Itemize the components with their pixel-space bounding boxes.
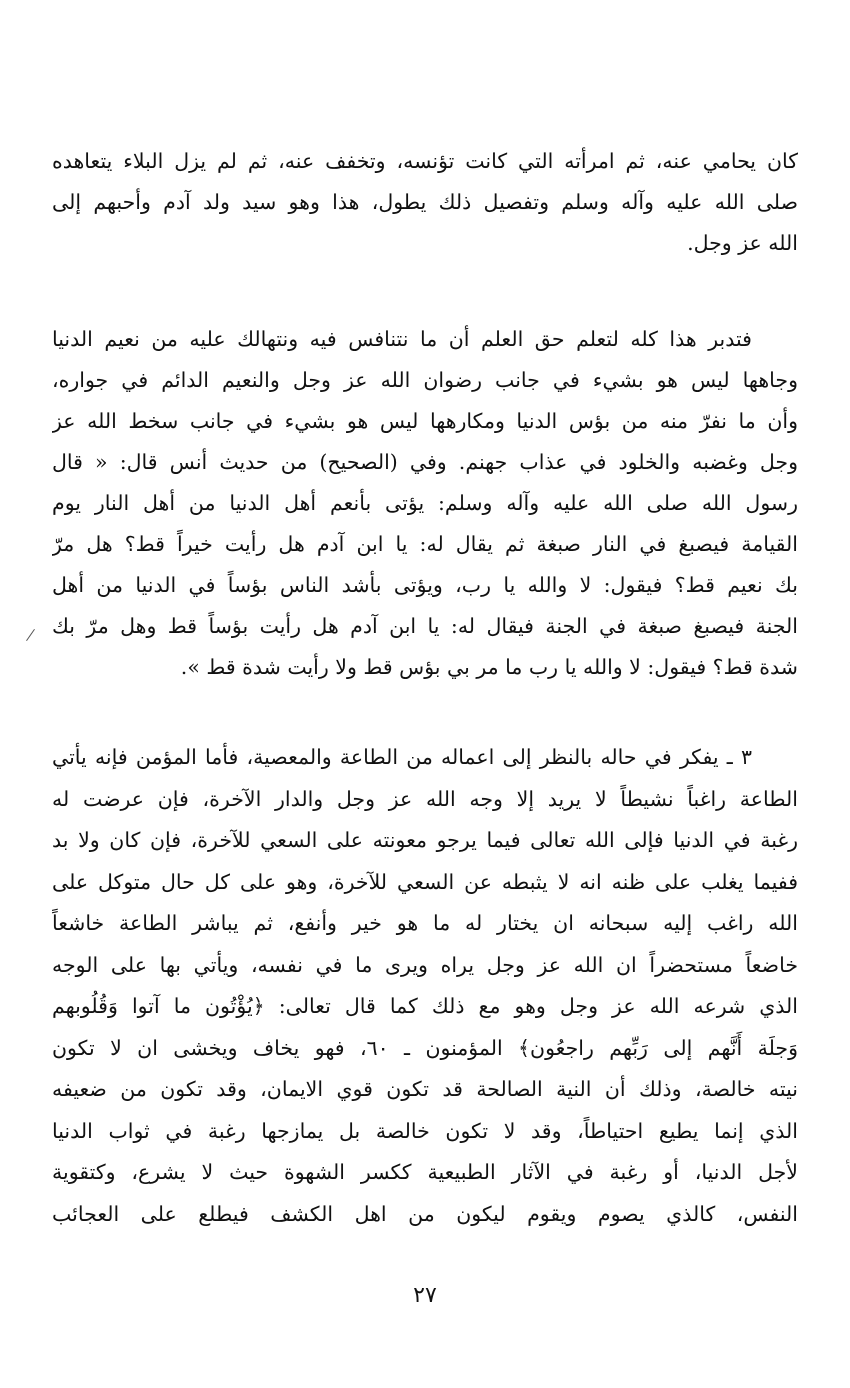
text-line: لأجل الدنيا، أو رغبة في الآثار الطبيعية ككسر الشهوة حيث لا يشرع، وكتقوية (52, 1160, 798, 1184)
text-line: وجاهها ليس هو بشيء في جانب رضوان الله عز وجل والنعيم الدائم في جواره، (52, 368, 798, 392)
text-line: وجل وغضبه والخلود في عذاب جهنم. وفي (الصحيح) من حديث أنس قال: « قال (52, 450, 798, 474)
text-line: الذي إنما يطيع احتياطاً، وقد لا تكون خالصة بل يمازجها رغبة في ثواب الدنيا (52, 1118, 798, 1143)
text-line: الله عز وجل. (687, 231, 798, 255)
text-line: شدة قط؟ فيقول: لا والله يا رب ما مر بي بؤس قط ولا رأيت شدة قط ». (180, 655, 798, 679)
text-line: بك نعيم قط؟ فيقول: لا والله يا رب، ويؤتى بأشد الناس بؤساً في الدنيا من أهل (52, 573, 798, 597)
text-line: فتدبر هذا كله لتعلم حق العلم أن ما نتنافس فيه ونتهالك عليه من نعيم الدنيا (52, 327, 752, 351)
text-line: الله راغب إليه سبحانه ان يختار له ما هو خير وأنفع، ثم يباشر الطاعة خاشعاً (52, 911, 798, 935)
text-line: صلى الله عليه وآله وسلم وتفصيل ذلك يطول، هذا وهو سيد ولد آدم وأحبهم إلى (52, 190, 798, 214)
paragraph-1 (52, 141, 798, 264)
margin-mark (26, 629, 35, 641)
paragraph-2 (52, 319, 798, 688)
text-line: نيته خالصة، وذلك أن النية الصالحة قد تكون قوي الايمان، وقد تكون من ضعيفه (52, 1077, 798, 1101)
text-line: رسول الله صلى الله عليه وآله وسلم: يؤتى بأنعم أهل الدنيا من أهل النار يوم (52, 491, 798, 515)
text-line: ٣ ـ يفكر في حاله بالنظر إلى اعماله من الطاعة والمعصية، فأما المؤمن فإنه يأتي (52, 745, 752, 769)
text-line: الذي شرعه الله عز وجل وهو مع ذلك كما قال تعالى: ﴿يُؤْتُون ما آتوا وَقُلُوبهم (52, 994, 798, 1018)
text-line: ففيما يغلب على ظنه انه لا يثبطه عن السعي للآخرة، وهو على كل حال متوكل على (52, 869, 798, 894)
text-line: الجنة فيصبغ صبغة في الجنة فيقال له: يا ابن آدم هل رأيت بؤساً قط وهل مرّ بك (52, 614, 798, 638)
text-line: القيامة فيصبغ في النار صبغة ثم يقال له: يا ابن آدم هل رأيت خيراً قط؟ هل مرّ (52, 532, 798, 556)
text-line: خاضعاً مستحضراً ان الله عز وجل يراه ويرى ما في نفسه، ويأتي بها على الوجه (52, 952, 798, 977)
text-line: وَجلَة أَنَّهم إلى رَبِّهم راجعُون﴾ المؤمنون ـ ٦٠، فهو يخاف ويخشى ان لا تكون (52, 1035, 798, 1060)
text-line: الطاعة راغباً نشيطاً لا يريد إلا وجه الله عز وجل والدار الآخرة، فإن عرضت له (52, 786, 798, 811)
text-line: النفس، كالذي يصوم ويقوم ليكون من اهل الكشف فيطلع على العجائب (52, 1201, 798, 1226)
text-line: كان يحامي عنه، ثم امرأته التي كانت تؤنسه، وتخفف عنه، ثم لم يزل البلاء يتعاهده (52, 149, 798, 173)
paragraph-3 (52, 737, 798, 1235)
text-line: وأن ما نفرّ منه من بؤس الدنيا ومكارهها ليس هو بشيء في جانب سخط الله عز (52, 409, 798, 433)
text-line: رغبة في الدنيا فإلى الله تعالى فيما يرجو معونته على السعي للآخرة، فإن كان ولا بد (52, 828, 798, 852)
page-number: ٢٧ (413, 1283, 437, 1308)
